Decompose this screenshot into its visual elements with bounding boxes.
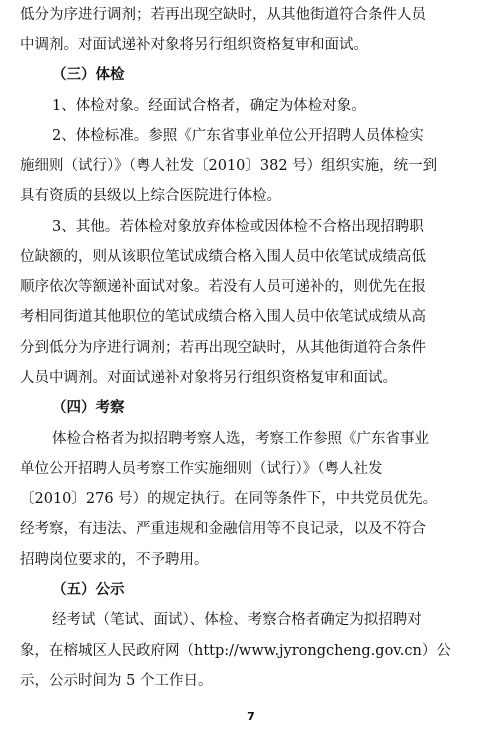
section-3-item-3-line-1: 3、其他。若体检对象放弃体检或因体检不合格出现招聘职	[52, 219, 424, 235]
section-3-item-3-line-2: 位缺额的，则从该职位笔试成绩合格入围人员中依笔试成绩高低	[20, 249, 426, 265]
section-3-item-2-line-2: 施细则（试行）》（粤人社发〔2010〕382 号）组织实施，统一到	[20, 158, 438, 174]
section-3-item-1: 1、体检对象。经面试合格者，确定为体检对象。	[52, 98, 366, 114]
section-4-line-5: 招聘岗位要求的，不予聘用。	[20, 552, 209, 568]
section-3-item-2-line-1: 2、体检标准。参照《广东省事业单位公开招聘人员体检实	[52, 128, 424, 144]
page-number: 7	[247, 710, 255, 723]
section-3-item-2-line-3: 具有资质的县级以上综合医院进行体检。	[20, 188, 281, 204]
section-4-line-4: 经考察，有违法、严重违规和金融信用等不良记录，以及不符合	[20, 521, 426, 537]
section-4-line-3: 〔2010〕276 号）的规定执行。在同等条件下，中共党员优先。	[20, 491, 438, 507]
section-3-item-3-line-3: 顺序依次等额递补面试对象。若没有人员可递补的，则优先在报	[20, 279, 426, 295]
section-4-heading: （四）考察	[52, 399, 125, 416]
section-4-line-1: 体检合格者为拟招聘考察人选，考察工作参照《广东省事业	[52, 431, 429, 447]
section-3-item-3-line-4: 考相同街道其他职位的笔试成绩合格入围人员中依笔试成绩从高	[20, 309, 426, 325]
section-3-heading: （三）体检	[52, 66, 125, 83]
section-5-line-1: 经考试（笔试、面试）、体检、考察合格者确定为拟招聘对	[52, 612, 422, 628]
section-5-heading: （五）公示	[52, 581, 125, 598]
intro-line-2: 中调剂。对面试递补对象将另行组织资格复审和面试。	[20, 37, 368, 53]
section-5-line-2: 象，在榕城区人民政府网（http://www.jyrongcheng.gov.cn）公	[20, 643, 451, 659]
section-3-item-3-line-5: 分到低分为序进行调剂；若再出现空缺时，从其他街道符合条件	[20, 340, 426, 356]
section-5-line-3: 示，公示时间为 5 个工作日。	[20, 673, 213, 689]
intro-line-1: 低分为序进行调剂；若再出现空缺时，从其他街道符合条件人员	[20, 7, 426, 23]
section-4-line-2: 单位公开招聘人员考察工作实施细则（试行）》（粤人社发	[20, 461, 383, 477]
section-3-item-3-line-6: 人员中调剂。对面试递补对象将另行组织资格复审和面试。	[20, 370, 397, 386]
